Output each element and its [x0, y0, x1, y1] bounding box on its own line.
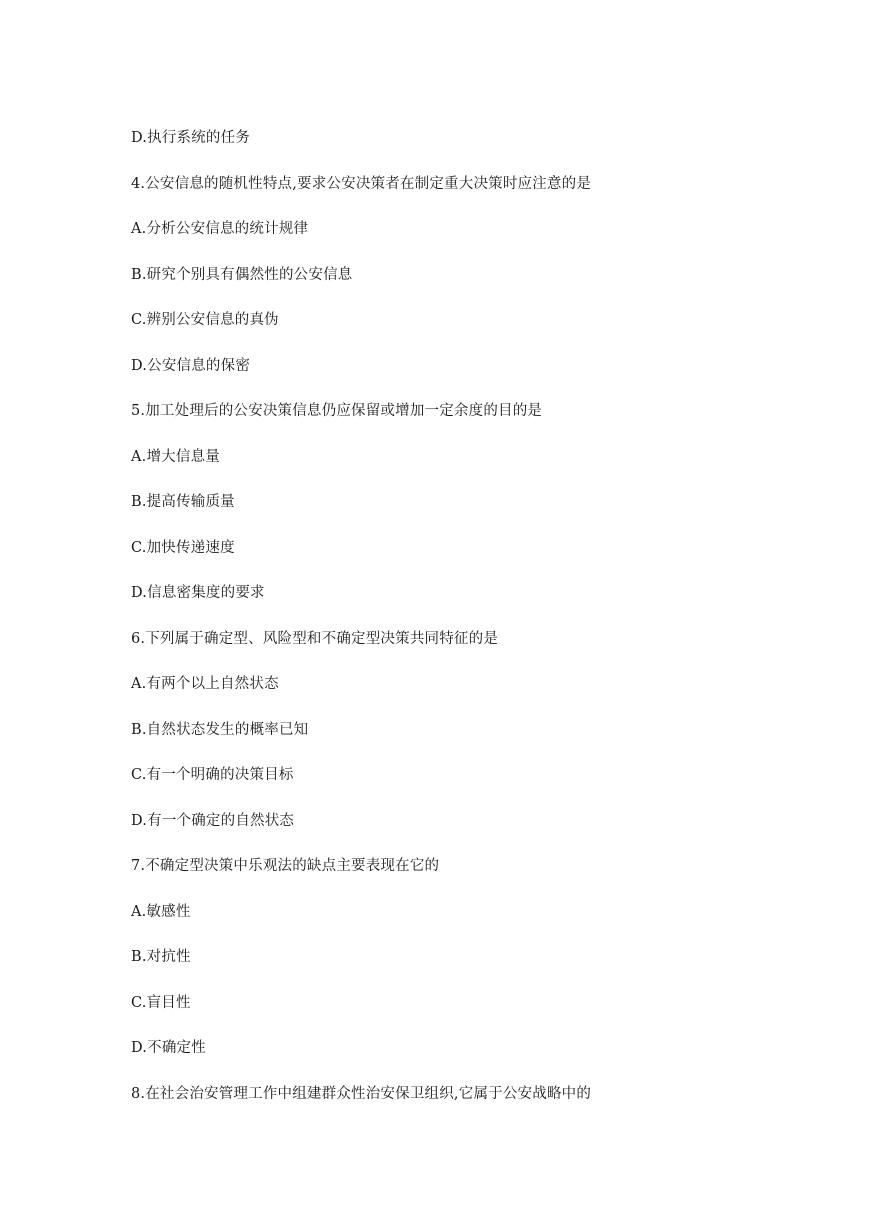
option-line: C.辨别公安信息的真伪 — [131, 312, 279, 328]
option-line: A.分析公安信息的统计规律 — [131, 221, 309, 237]
question-line: 5.加工处理后的公安决策信息仍应保留或增加一定余度的目的是 — [131, 403, 543, 419]
option-line: D.不确定性 — [131, 1040, 206, 1056]
option-line: D.执行系统的任务 — [131, 130, 251, 146]
option-line: B.对抗性 — [131, 949, 191, 965]
option-line: C.盲目性 — [131, 994, 191, 1011]
question-line: 4.公安信息的随机性特点,要求公安决策者在制定重大决策时应注意的是 — [131, 175, 592, 192]
option-line: A.有两个以上自然状态 — [131, 676, 279, 692]
option-line: D.公安信息的保密 — [131, 357, 251, 374]
question-line: 8.在社会治安管理工作中组建群众性治安保卫组织,它属于公安战略中的 — [131, 1085, 592, 1102]
option-line: A.敏感性 — [131, 903, 191, 920]
option-line: D.有一个确定的自然状态 — [131, 812, 295, 829]
question-line: 7.不确定型决策中乐观法的缺点主要表现在它的 — [131, 858, 440, 874]
option-line: B.研究个别具有偶然性的公安信息 — [131, 266, 353, 283]
option-line: B.提高传输质量 — [131, 494, 235, 510]
option-line: B.自然状态发生的概率已知 — [131, 721, 309, 738]
option-line: C.加快传递速度 — [131, 539, 235, 556]
question-line: 6.下列属于确定型、风险型和不确定型决策共同特征的是 — [131, 630, 499, 647]
question-text-block — [131, 127, 591, 1128]
option-line: C.有一个明确的决策目标 — [131, 767, 294, 783]
option-line: D.信息密集度的要求 — [131, 585, 265, 601]
option-line: A.增大信息量 — [131, 448, 220, 465]
